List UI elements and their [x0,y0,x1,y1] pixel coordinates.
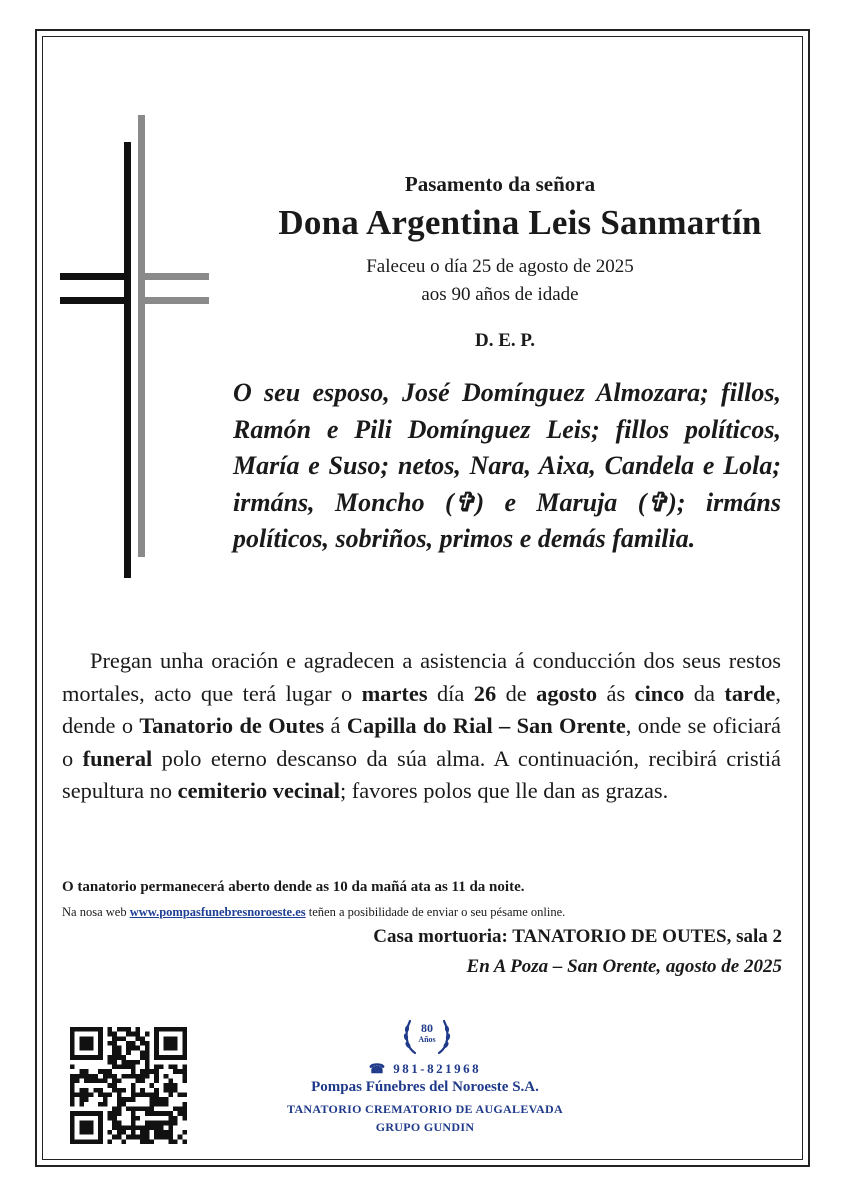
body-bold: tarde [724,680,776,706]
body-text: polo eterno descanso da súa alma. A continuación, recibirá cristiá sepultura no [62,745,781,803]
company-name: Pompas Fúnebres del Noroeste S.A. [311,1079,539,1095]
body-text: , dende o [62,680,781,738]
age-line: aos 90 años de idade [421,284,579,305]
body-bold: Tanatorio de Outes [139,713,325,738]
deceased-cross-icon: ✞ [453,487,476,517]
web-note-text: Na nosa web [62,905,130,919]
body-bold: funeral [82,745,153,771]
body-bold: 26 [473,680,497,706]
family-text-2: ) e Maruja ( [475,487,647,517]
body-bold: cemiterio vecinal [177,778,340,803]
body-text: Pregan unha oración e agradecen a asistencia á conducción dos seus restos mortales, acto que terá lugar o [62,648,781,706]
intro-line: Pasamento da señora [404,172,596,196]
crematorium-name: TANATORIO CREMATORIO DE AUGALEVADA [287,1102,563,1116]
family-text-1: O seu esposo, José Domínguez Almozara; fillos, Ramón e Pili Domínguez Leis; fillos políticos, María e Suso; netos, Nara, Aixa, Candela e Lola; irmáns, Moncho ( [233,378,781,517]
website-link[interactable]: www.pompasfunebresnoroeste.es [129,905,306,919]
body-bold: martes [361,680,428,706]
deceased-name: Dona Argentina Leis Sanmartín [278,203,762,242]
badge-word: Años [418,1035,436,1044]
body-bold: Capilla do Rial – San Orente [346,713,626,738]
anniversary-badge-icon [401,1009,453,1061]
family-text-3: ); irmáns políticos, sobriños, primos e demás familia. [233,487,781,553]
body-text: día [427,680,474,706]
web-note [62,905,781,920]
rip-line: D. E. P. [474,330,535,351]
phone-number: 981-821968 [393,1061,482,1076]
ceremony-paragraph [62,645,781,808]
opening-hours: O tanatorio permanecerá aberto dende as 10 da mañá ata as 11 da noite. [62,879,525,895]
body-text: ás [597,680,635,706]
body-text: , onde se oficiará o [62,713,782,771]
qr-code[interactable] [70,1027,187,1144]
body-text: da [684,680,725,706]
body-text: de [496,680,537,706]
body-text: ; favores polos que lle dan as grazas. [339,778,669,803]
funeral-home-room: Casa mortuoria: TANATORIO DE OUTES, sala 2 [373,926,782,947]
place-date: En A Poza – San Orente, agosto de 2025 [466,956,782,977]
death-date: Faleceu o día 25 de agosto de 2025 [366,256,634,277]
body-bold: cinco [634,680,685,706]
phone-icon: ☎ [368,1061,388,1076]
body-bold: agosto [536,680,598,706]
badge-number: 80 [421,1021,433,1035]
family-paragraph [233,375,781,558]
body-text: á [324,713,347,738]
web-note-text: teñen a posibilidade de enviar o seu pésame online. [305,905,566,919]
deceased-cross-icon: ✞ [646,487,669,517]
group-name: GRUPO GUNDIN [375,1120,475,1134]
phone-line[interactable] [300,1061,550,1077]
